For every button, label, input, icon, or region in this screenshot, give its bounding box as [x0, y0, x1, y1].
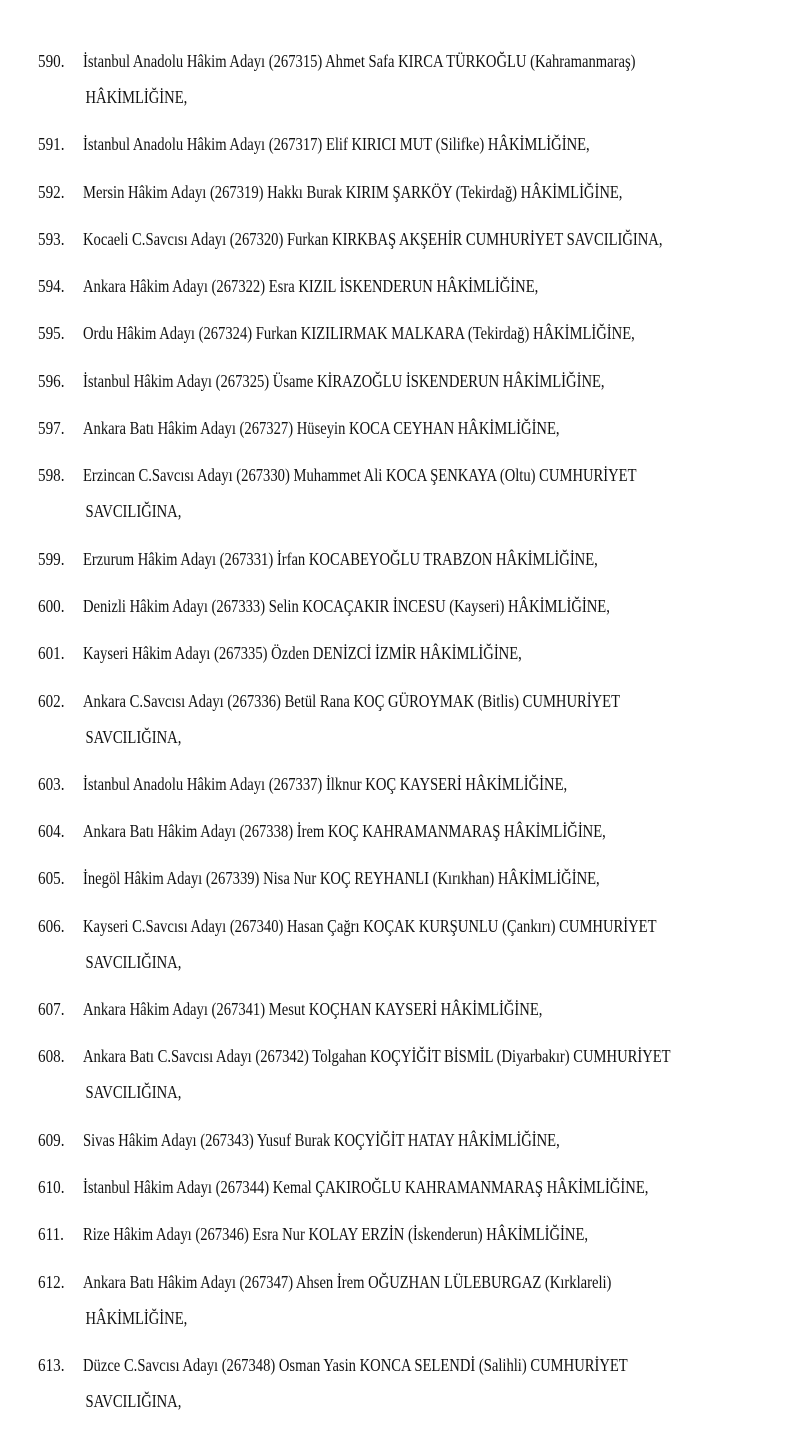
entry-number: 592.	[38, 181, 65, 202]
entry-text	[83, 1264, 755, 1336]
entry-number: 594.	[38, 276, 65, 297]
entry-number: 605.	[38, 868, 65, 889]
entry-text	[83, 126, 755, 162]
entry-text	[83, 588, 755, 624]
entry-number: 613.	[38, 1354, 65, 1375]
entry-line: Kocaeli C.Savcısı Adayı (267320) Furkan KIRKBAŞ AKŞEHİR CUMHURİYET SAVCILIĞINA,	[83, 228, 663, 249]
entry-line: Ankara Hâkim Adayı (267322) Esra KIZIL İSKENDERUN HÂKİMLİĞİNE,	[83, 276, 539, 297]
entry-number: 610.	[38, 1176, 65, 1197]
entry-number: 596.	[38, 370, 65, 391]
list-item	[0, 363, 798, 399]
entry-text	[83, 1038, 755, 1110]
entry-line: İstanbul Hâkim Adayı (267344) Kemal ÇAKIROĞLU KAHRAMANMARAŞ HÂKİMLİĞİNE,	[83, 1176, 649, 1197]
entry-text	[83, 315, 755, 351]
entry-line: Rize Hâkim Adayı (267346) Esra Nur KOLAY ERZİN (İskenderun) HÂKİMLİĞİNE,	[83, 1224, 589, 1245]
entry-number: 599.	[38, 548, 65, 569]
entry-continuation-line: HÂKİMLİĞİNE,	[85, 1307, 188, 1328]
entry-line: İstanbul Anadolu Hâkim Adayı (267337) İlknur KOÇ KAYSERİ HÂKİMLİĞİNE,	[83, 773, 568, 794]
entry-line: Ordu Hâkim Adayı (267324) Furkan KIZILIRMAK MALKARA (Tekirdağ) HÂKİMLİĞİNE,	[83, 323, 635, 344]
list-item	[0, 1264, 798, 1336]
list-item	[0, 588, 798, 624]
entry-line: İstanbul Hâkim Adayı (267325) Üsame KİRAZOĞLU İSKENDERUN HÂKİMLİĞİNE,	[83, 370, 605, 391]
entry-number: 600.	[38, 595, 65, 616]
entry-text	[83, 813, 755, 849]
entry-line: Erzincan C.Savcısı Adayı (267330) Muhammet Ali KOCA ŞENKAYA (Oltu) CUMHURİYET	[83, 465, 637, 486]
entry-number: 611.	[38, 1224, 64, 1245]
entry-text	[83, 43, 755, 115]
list-item	[0, 221, 798, 257]
entry-line: Kayseri C.Savcısı Adayı (267340) Hasan Çağrı KOÇAK KURŞUNLU (Çankırı) CUMHURİYET	[83, 915, 657, 936]
entry-text	[83, 268, 755, 304]
list-item	[0, 635, 798, 671]
entry-text	[83, 1169, 755, 1205]
entry-text	[83, 860, 755, 896]
entry-text	[83, 457, 755, 529]
entry-text	[83, 410, 755, 446]
entry-text	[83, 363, 755, 399]
entry-text	[83, 1122, 755, 1158]
entry-number: 598.	[38, 465, 65, 486]
list-item	[0, 541, 798, 577]
list-item	[0, 315, 798, 351]
list-item	[0, 813, 798, 849]
entry-number: 608.	[38, 1046, 65, 1067]
entry-text	[83, 174, 755, 210]
list-item	[0, 1169, 798, 1205]
list-item	[0, 457, 798, 529]
entry-text	[83, 991, 755, 1027]
entry-line: İnegöl Hâkim Adayı (267339) Nisa Nur KOÇ REYHANLI (Kırıkhan) HÂKİMLİĞİNE,	[83, 868, 600, 889]
entry-continuation-line: SAVCILIĞINA,	[85, 951, 182, 972]
entry-text	[83, 1216, 755, 1252]
entry-line: Ankara Hâkim Adayı (267341) Mesut KOÇHAN KAYSERİ HÂKİMLİĞİNE,	[83, 999, 543, 1020]
list-item	[0, 126, 798, 162]
entry-number: 607.	[38, 999, 65, 1020]
entry-line: İstanbul Anadolu Hâkim Adayı (267315) Ahmet Safa KIRCA TÜRKOĞLU (Kahramanmaraş)	[83, 51, 636, 71]
list-item	[0, 43, 798, 115]
list-item	[0, 908, 798, 980]
list-item	[0, 1122, 798, 1158]
entry-line: Sivas Hâkim Adayı (267343) Yusuf Burak KOÇYİĞİT HATAY HÂKİMLİĞİNE,	[83, 1129, 560, 1150]
entry-text	[83, 1347, 755, 1419]
entry-continuation-line: SAVCILIĞINA,	[85, 501, 182, 522]
entry-continuation-line: SAVCILIĞINA,	[85, 726, 182, 747]
entry-line: İstanbul Anadolu Hâkim Adayı (267317) Elif KIRICI MUT (Silifke) HÂKİMLİĞİNE,	[83, 134, 590, 155]
entry-line: Ankara Batı Hâkim Adayı (267338) İrem KOÇ KAHRAMANMARAŞ HÂKİMLİĞİNE,	[83, 821, 606, 842]
list-item	[0, 1347, 798, 1419]
entry-text	[83, 541, 755, 577]
entry-line: Ankara Batı Hâkim Adayı (267347) Ahsen İrem OĞUZHAN LÜLEBURGAZ (Kırklareli)	[83, 1271, 612, 1292]
entry-number: 595.	[38, 323, 65, 344]
list-item	[0, 860, 798, 896]
entry-line: Düzce C.Savcısı Adayı (267348) Osman Yasin KONCA SELENDİ (Salihli) CUMHURİYET	[83, 1354, 628, 1375]
entry-number: 591.	[38, 134, 65, 155]
entry-line: Ankara C.Savcısı Adayı (267336) Betül Rana KOÇ GÜROYMAK (Bitlis) CUMHURİYET	[83, 690, 621, 711]
entry-line: Erzurum Hâkim Adayı (267331) İrfan KOCABEYOĞLU TRABZON HÂKİMLİĞİNE,	[83, 548, 598, 569]
entry-number: 593.	[38, 228, 65, 249]
entry-text	[83, 221, 755, 257]
entry-number: 609.	[38, 1129, 65, 1150]
entry-number: 597.	[38, 418, 65, 439]
list-item	[0, 1216, 798, 1252]
entry-continuation-line: HÂKİMLİĞİNE,	[85, 87, 188, 107]
list-item	[0, 410, 798, 446]
entry-text	[83, 908, 755, 980]
list-item	[0, 683, 798, 755]
list-item	[0, 766, 798, 802]
entry-number: 602.	[38, 690, 65, 711]
list-item	[0, 991, 798, 1027]
entry-text	[83, 766, 755, 802]
entry-text	[83, 683, 755, 755]
entry-line: Mersin Hâkim Adayı (267319) Hakkı Burak KIRIM ŞARKÖY (Tekirdağ) HÂKİMLİĞİNE,	[83, 181, 623, 202]
entry-continuation-line: SAVCILIĞINA,	[85, 1390, 182, 1411]
entry-line: Denizli Hâkim Adayı (267333) Selin KOCAÇAKIR İNCESU (Kayseri) HÂKİMLİĞİNE,	[83, 595, 610, 616]
entry-number: 603.	[38, 773, 65, 794]
entry-number: 606.	[38, 915, 65, 936]
list-item	[0, 268, 798, 304]
appointment-list	[0, 43, 798, 1430]
entry-number: 604.	[38, 821, 65, 842]
list-item	[0, 174, 798, 210]
entry-number: 590.	[38, 51, 65, 71]
entry-number: 601.	[38, 643, 65, 664]
entry-line: Kayseri Hâkim Adayı (267335) Özden DENİZCİ İZMİR HÂKİMLİĞİNE,	[83, 643, 522, 664]
entry-line: Ankara Batı C.Savcısı Adayı (267342) Tolgahan KOÇYİĞİT BİSMİL (Diyarbakır) CUMHURİYET	[83, 1046, 671, 1067]
entry-number: 612.	[38, 1271, 65, 1292]
entry-line: Ankara Batı Hâkim Adayı (267327) Hüseyin KOCA CEYHAN HÂKİMLİĞİNE,	[83, 418, 560, 439]
entry-continuation-line: SAVCILIĞINA,	[85, 1082, 182, 1103]
list-item	[0, 1038, 798, 1110]
entry-text	[83, 635, 755, 671]
